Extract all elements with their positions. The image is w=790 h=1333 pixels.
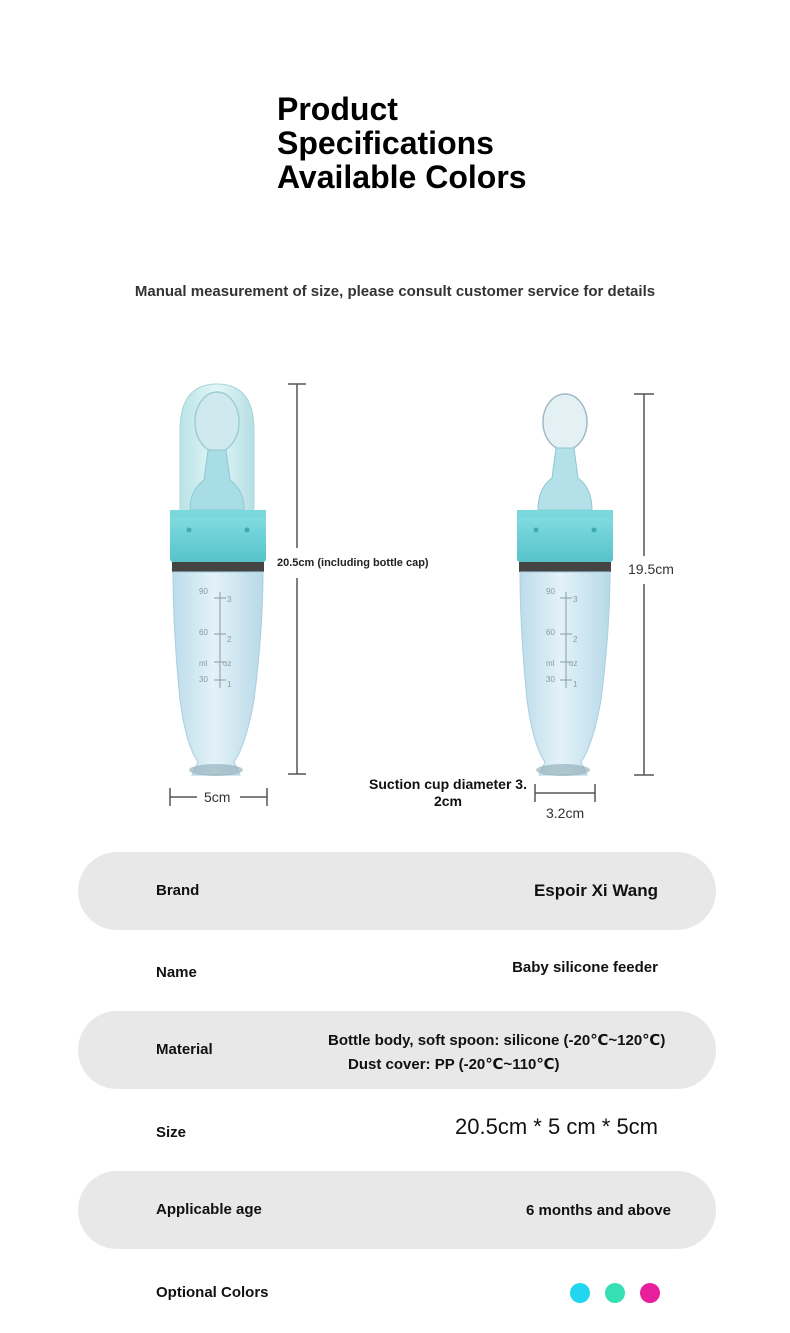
scale-ml-unit-left: ml [199,659,208,668]
spec-row-age [78,1171,716,1249]
age-label: Applicable age [156,1201,262,1218]
color-swatches [555,1254,660,1332]
brand-label: Brand [156,882,200,899]
name-label: Name [156,964,197,981]
material-label: Material [156,1041,213,1058]
size-value: 20.5cm * 5 cm * 5cm [455,1114,658,1139]
title-line-2: Specifications [277,125,494,161]
product-illustration [0,370,790,830]
brand-value: Espoir Xi Wang [533,881,658,900]
measurement-note: Manual measurement of size, please consult customer service for details [134,283,656,300]
suction-cup-note: Suction cup diameter 3. 2cm [369,776,527,809]
spec-row-name [78,934,716,1012]
title-line-3: Available Colors [277,159,527,195]
scale-oz-1-right: 1 [573,680,578,689]
page-title [277,92,527,194]
scale-oz-unit-left: oz [223,659,232,668]
spec-row-colors [78,1254,716,1332]
scale-oz-unit-right: oz [569,659,578,668]
scale-ml-30-left: 30 [199,675,208,684]
spec-row-size [78,1094,716,1172]
scale-ml-30-right: 30 [546,675,555,684]
bottle-spoon-exposed [517,394,613,776]
spec-row-brand [78,852,716,930]
right-width-label: 3.2cm [546,805,585,821]
material-line-1: Bottle body, soft spoon: silicone (-20℃~120℃) [328,1032,666,1049]
color-swatch-mint[interactable] [605,1283,625,1303]
scale-ml-60-left: 60 [199,628,208,637]
color-swatch-magenta[interactable] [640,1283,660,1303]
colors-label: Optional Colors [156,1284,269,1301]
scale-oz-2-left: 2 [227,635,232,644]
scale-ml-90-right: 90 [546,587,555,596]
name-value: Baby silicone feeder [512,958,658,976]
scale-oz-3-left: 3 [227,595,232,604]
scale-marks [214,592,572,688]
scale-ml-60-right: 60 [546,628,555,637]
bottle-with-cap [170,384,266,776]
product-dimension-figure [0,370,790,830]
left-height-label: 20.5cm (including bottle cap) [277,557,429,569]
spec-row-material [78,1011,716,1089]
right-height-label: 19.5cm [628,561,674,577]
scale-oz-3-right: 3 [573,595,578,604]
scale-ml-unit-right: ml [546,659,555,668]
material-line-2: Dust cover: PP (-20℃~110℃) [348,1056,560,1073]
size-label: Size [156,1124,187,1141]
scale-oz-2-right: 2 [573,635,578,644]
scale-ml-90-left: 90 [199,587,208,596]
title-line-1: Product [277,91,398,127]
color-swatch-cyan[interactable] [570,1283,590,1303]
age-value: 6 months and above [525,1201,671,1219]
left-width-label: 5cm [204,789,231,805]
scale-oz-1-left: 1 [227,680,232,689]
material-values [328,1029,665,1077]
